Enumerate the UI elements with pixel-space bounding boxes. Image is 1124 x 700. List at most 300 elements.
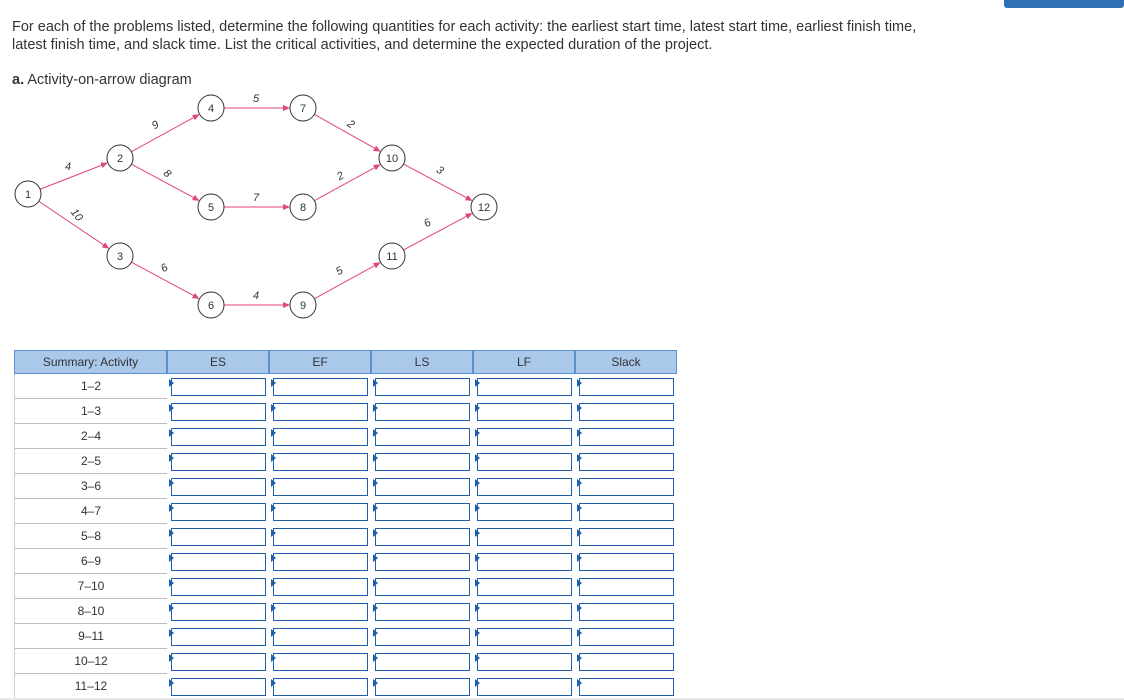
- input-marker-icon: [169, 454, 174, 462]
- ls-input-wrapper: [372, 628, 472, 646]
- lf-cell: [473, 424, 575, 449]
- ef-input[interactable]: [273, 503, 368, 521]
- es-cell: [167, 649, 269, 674]
- ef-cell: [269, 599, 371, 624]
- ls-input-wrapper: [372, 578, 472, 596]
- ls-cell: [371, 374, 473, 399]
- input-marker-icon: [169, 429, 174, 437]
- input-marker-icon: [373, 454, 378, 462]
- ef-input[interactable]: [273, 653, 368, 671]
- duration-label-1-3: 10: [67, 206, 85, 224]
- slack-input-wrapper: [576, 503, 676, 521]
- ls-cell: [371, 524, 473, 549]
- input-marker-icon: [475, 404, 480, 412]
- table-row: [14, 549, 677, 574]
- duration-label-6-9: 4: [252, 290, 260, 302]
- activity-cell: 1–3: [14, 399, 167, 424]
- activity-cell: 2–4: [14, 424, 167, 449]
- ls-cell: [371, 499, 473, 524]
- header-ef: EF: [269, 350, 371, 374]
- slack-input-wrapper: [576, 453, 676, 471]
- input-marker-icon: [373, 679, 378, 687]
- table-row: [14, 374, 677, 399]
- lf-input[interactable]: [477, 528, 572, 546]
- input-marker-icon: [271, 654, 276, 662]
- lf-input-wrapper: [474, 453, 574, 471]
- node-12: [471, 194, 497, 220]
- node-label-7: 7: [299, 103, 307, 115]
- ef-input-wrapper: [270, 553, 370, 571]
- lf-cell: [473, 599, 575, 624]
- ls-cell: [371, 599, 473, 624]
- duration-label-2-4: 9: [149, 118, 162, 133]
- activity-cell: 10–12: [14, 649, 167, 674]
- ls-cell: [371, 674, 473, 699]
- input-marker-icon: [475, 504, 480, 512]
- activity-cell: 2–5: [14, 449, 167, 474]
- duration-label-1-2: 4: [64, 161, 72, 173]
- es-input[interactable]: [171, 578, 266, 596]
- arrow-9-11: [314, 263, 379, 299]
- lf-input[interactable]: [477, 678, 572, 696]
- activity-cell: 4–7: [14, 499, 167, 524]
- ls-input[interactable]: [375, 428, 470, 446]
- es-input-wrapper: [168, 528, 268, 546]
- slack-input[interactable]: [579, 503, 674, 521]
- node-label-1: 1: [24, 189, 32, 201]
- input-marker-icon: [373, 404, 378, 412]
- input-marker-icon: [577, 429, 582, 437]
- node-label-2: 2: [116, 153, 124, 165]
- arrow-7-10: [314, 114, 379, 151]
- es-cell: [167, 399, 269, 424]
- input-marker-icon: [373, 579, 378, 587]
- activity-cell: 1–2: [14, 374, 167, 399]
- lf-cell: [473, 674, 575, 699]
- es-cell: [167, 549, 269, 574]
- input-marker-icon: [169, 554, 174, 562]
- input-marker-icon: [475, 479, 480, 487]
- input-marker-icon: [475, 429, 480, 437]
- input-marker-icon: [475, 554, 480, 562]
- es-input-wrapper: [168, 453, 268, 471]
- ef-input-wrapper: [270, 478, 370, 496]
- ls-input-wrapper: [372, 453, 472, 471]
- lf-input[interactable]: [477, 578, 572, 596]
- input-marker-icon: [373, 379, 378, 387]
- arrow-2-4: [131, 115, 198, 152]
- slack-input-wrapper: [576, 478, 676, 496]
- activity-cell: 11–12: [14, 674, 167, 699]
- ls-cell: [371, 474, 473, 499]
- node-3: [107, 243, 133, 269]
- ls-input[interactable]: [375, 503, 470, 521]
- ef-cell: [269, 574, 371, 599]
- lf-input[interactable]: [477, 403, 572, 421]
- input-marker-icon: [577, 529, 582, 537]
- ef-input[interactable]: [273, 528, 368, 546]
- ef-input-wrapper: [270, 503, 370, 521]
- ls-cell: [371, 574, 473, 599]
- node-2: [107, 145, 133, 171]
- slack-input-wrapper: [576, 528, 676, 546]
- part-title: Activity-on-arrow diagram: [27, 72, 192, 88]
- ef-input[interactable]: [273, 628, 368, 646]
- slack-cell: [575, 624, 677, 649]
- duration-label-4-7: 5: [252, 93, 260, 105]
- activity-on-arrow-diagram: [0, 0, 520, 340]
- input-marker-icon: [271, 504, 276, 512]
- input-marker-icon: [475, 379, 480, 387]
- ef-input-wrapper: [270, 403, 370, 421]
- input-marker-icon: [577, 454, 582, 462]
- ef-cell: [269, 374, 371, 399]
- lf-input-wrapper: [474, 603, 574, 621]
- lf-cell: [473, 374, 575, 399]
- lf-cell: [473, 399, 575, 424]
- ls-input[interactable]: [375, 603, 470, 621]
- ef-input[interactable]: [273, 553, 368, 571]
- input-marker-icon: [271, 404, 276, 412]
- input-marker-icon: [373, 554, 378, 562]
- slack-input[interactable]: [579, 403, 674, 421]
- es-input[interactable]: [171, 603, 266, 621]
- ef-cell: [269, 499, 371, 524]
- lf-input[interactable]: [477, 553, 572, 571]
- slack-input[interactable]: [579, 653, 674, 671]
- node-10: [379, 145, 405, 171]
- slack-input[interactable]: [579, 453, 674, 471]
- input-marker-icon: [169, 579, 174, 587]
- es-cell: [167, 474, 269, 499]
- input-marker-icon: [169, 629, 174, 637]
- header-es: ES: [167, 350, 269, 374]
- ls-input[interactable]: [375, 678, 470, 696]
- ls-input[interactable]: [375, 553, 470, 571]
- ls-input-wrapper: [372, 503, 472, 521]
- slack-cell: [575, 574, 677, 599]
- es-input[interactable]: [171, 378, 266, 396]
- lf-input-wrapper: [474, 628, 574, 646]
- node-7: [290, 95, 316, 121]
- lf-cell: [473, 649, 575, 674]
- lf-cell: [473, 624, 575, 649]
- ls-input[interactable]: [375, 628, 470, 646]
- activity-cell: 6–9: [14, 549, 167, 574]
- table-row: [14, 624, 677, 649]
- input-marker-icon: [271, 579, 276, 587]
- lf-input[interactable]: [477, 478, 572, 496]
- node-label-5: 5: [207, 202, 215, 214]
- es-cell: [167, 424, 269, 449]
- ef-input-wrapper: [270, 578, 370, 596]
- slack-cell: [575, 449, 677, 474]
- ls-input-wrapper: [372, 478, 472, 496]
- slack-input-wrapper: [576, 603, 676, 621]
- slack-input-wrapper: [576, 578, 676, 596]
- input-marker-icon: [475, 604, 480, 612]
- input-marker-icon: [271, 429, 276, 437]
- top-action-button[interactable]: [1004, 0, 1124, 8]
- ls-cell: [371, 624, 473, 649]
- duration-label-3-6: 6: [158, 261, 171, 276]
- ef-cell: [269, 399, 371, 424]
- es-input[interactable]: [171, 678, 266, 696]
- es-input-wrapper: [168, 628, 268, 646]
- ef-input[interactable]: [273, 403, 368, 421]
- header-activity: Summary: Activity: [14, 350, 167, 374]
- ls-input[interactable]: [375, 653, 470, 671]
- node-1: [15, 181, 41, 207]
- slack-input[interactable]: [579, 528, 674, 546]
- input-marker-icon: [169, 504, 174, 512]
- ef-cell: [269, 424, 371, 449]
- slack-cell: [575, 524, 677, 549]
- ef-cell: [269, 524, 371, 549]
- ef-cell: [269, 674, 371, 699]
- ef-input-wrapper: [270, 528, 370, 546]
- lf-input[interactable]: [477, 628, 572, 646]
- es-input[interactable]: [171, 628, 266, 646]
- ls-input-wrapper: [372, 678, 472, 696]
- ef-input-wrapper: [270, 603, 370, 621]
- input-marker-icon: [169, 404, 174, 412]
- input-marker-icon: [169, 479, 174, 487]
- duration-label-11-12: 6: [421, 216, 434, 231]
- slack-cell: [575, 649, 677, 674]
- slack-input[interactable]: [579, 678, 674, 696]
- node-label-12: 12: [477, 202, 491, 214]
- node-label-10: 10: [385, 153, 399, 165]
- input-marker-icon: [271, 679, 276, 687]
- slack-cell: [575, 599, 677, 624]
- input-marker-icon: [169, 529, 174, 537]
- slack-cell: [575, 399, 677, 424]
- ls-cell: [371, 549, 473, 574]
- arrow-2-5: [131, 164, 198, 200]
- es-cell: [167, 449, 269, 474]
- activity-cell: 7–10: [14, 574, 167, 599]
- ls-input[interactable]: [375, 578, 470, 596]
- ef-input[interactable]: [273, 603, 368, 621]
- es-input-wrapper: [168, 378, 268, 396]
- slack-input[interactable]: [579, 553, 674, 571]
- ef-cell: [269, 549, 371, 574]
- table-row: [14, 649, 677, 674]
- input-marker-icon: [373, 504, 378, 512]
- es-cell: [167, 574, 269, 599]
- es-input[interactable]: [171, 528, 266, 546]
- duration-label-9-11: 5: [333, 264, 346, 279]
- es-cell: [167, 374, 269, 399]
- input-marker-icon: [577, 679, 582, 687]
- lf-input-wrapper: [474, 503, 574, 521]
- lf-input[interactable]: [477, 503, 572, 521]
- input-marker-icon: [373, 604, 378, 612]
- es-input-wrapper: [168, 428, 268, 446]
- table-row: [14, 449, 677, 474]
- es-input[interactable]: [171, 403, 266, 421]
- es-input-wrapper: [168, 653, 268, 671]
- lf-cell: [473, 524, 575, 549]
- header-ls: LS: [371, 350, 473, 374]
- input-marker-icon: [577, 604, 582, 612]
- slack-input[interactable]: [579, 378, 674, 396]
- lf-cell: [473, 474, 575, 499]
- es-cell: [167, 524, 269, 549]
- node-label-6: 6: [207, 300, 215, 312]
- input-marker-icon: [271, 379, 276, 387]
- slack-input-wrapper: [576, 428, 676, 446]
- duration-label-8-10: 2: [334, 169, 347, 184]
- arrow-1-2: [40, 163, 107, 189]
- ef-input-wrapper: [270, 628, 370, 646]
- slack-input[interactable]: [579, 428, 674, 446]
- table-row: [14, 474, 677, 499]
- es-input[interactable]: [171, 428, 266, 446]
- es-input-wrapper: [168, 553, 268, 571]
- input-marker-icon: [373, 654, 378, 662]
- ls-input[interactable]: [375, 403, 470, 421]
- ef-input[interactable]: [273, 453, 368, 471]
- ls-cell: [371, 649, 473, 674]
- ef-input[interactable]: [273, 578, 368, 596]
- lf-cell: [473, 574, 575, 599]
- ls-input[interactable]: [375, 378, 470, 396]
- input-marker-icon: [475, 529, 480, 537]
- arrow-8-10: [314, 165, 379, 201]
- slack-input[interactable]: [579, 478, 674, 496]
- ef-input-wrapper: [270, 678, 370, 696]
- es-cell: [167, 624, 269, 649]
- slack-cell: [575, 374, 677, 399]
- slack-input[interactable]: [579, 603, 674, 621]
- ef-cell: [269, 649, 371, 674]
- ls-input-wrapper: [372, 603, 472, 621]
- ef-input-wrapper: [270, 453, 370, 471]
- lf-input[interactable]: [477, 453, 572, 471]
- lf-input[interactable]: [477, 653, 572, 671]
- slack-input-wrapper: [576, 553, 676, 571]
- input-marker-icon: [169, 679, 174, 687]
- ls-input[interactable]: [375, 478, 470, 496]
- lf-input-wrapper: [474, 653, 574, 671]
- input-marker-icon: [577, 629, 582, 637]
- lf-input-wrapper: [474, 428, 574, 446]
- ls-cell: [371, 399, 473, 424]
- ef-cell: [269, 449, 371, 474]
- table-row: [14, 499, 677, 524]
- input-marker-icon: [271, 554, 276, 562]
- activity-cell: 3–6: [14, 474, 167, 499]
- slack-input-wrapper: [576, 628, 676, 646]
- input-marker-icon: [577, 479, 582, 487]
- ls-input-wrapper: [372, 378, 472, 396]
- es-input-wrapper: [168, 503, 268, 521]
- slack-cell: [575, 499, 677, 524]
- arrow-1-3: [39, 201, 109, 248]
- node-label-9: 9: [299, 300, 307, 312]
- duration-label-2-5: 8: [160, 167, 174, 181]
- es-input-wrapper: [168, 403, 268, 421]
- slack-input[interactable]: [579, 578, 674, 596]
- arrows-layer: [39, 93, 472, 305]
- ef-cell: [269, 474, 371, 499]
- ef-input[interactable]: [273, 378, 368, 396]
- input-marker-icon: [577, 504, 582, 512]
- es-input[interactable]: [171, 653, 266, 671]
- activity-cell: 9–11: [14, 624, 167, 649]
- input-marker-icon: [577, 554, 582, 562]
- es-input-wrapper: [168, 578, 268, 596]
- ef-input[interactable]: [273, 678, 368, 696]
- input-marker-icon: [475, 654, 480, 662]
- table-row: [14, 674, 677, 699]
- ls-cell: [371, 424, 473, 449]
- slack-input[interactable]: [579, 628, 674, 646]
- es-input[interactable]: [171, 478, 266, 496]
- input-marker-icon: [373, 629, 378, 637]
- header-lf: LF: [473, 350, 575, 374]
- ls-input-wrapper: [372, 653, 472, 671]
- ef-input[interactable]: [273, 428, 368, 446]
- input-marker-icon: [373, 479, 378, 487]
- slack-cell: [575, 549, 677, 574]
- ls-input[interactable]: [375, 453, 470, 471]
- ef-input[interactable]: [273, 478, 368, 496]
- table-row: [14, 599, 677, 624]
- part-letter: a.: [12, 72, 25, 88]
- input-marker-icon: [271, 529, 276, 537]
- input-marker-icon: [577, 654, 582, 662]
- es-cell: [167, 674, 269, 699]
- slack-input-wrapper: [576, 653, 676, 671]
- input-marker-icon: [475, 454, 480, 462]
- activity-cell: 8–10: [14, 599, 167, 624]
- input-marker-icon: [271, 629, 276, 637]
- node-4: [198, 95, 224, 121]
- ls-input-wrapper: [372, 553, 472, 571]
- es-input[interactable]: [171, 453, 266, 471]
- lf-input-wrapper: [474, 553, 574, 571]
- ls-input[interactable]: [375, 528, 470, 546]
- ls-input-wrapper: [372, 403, 472, 421]
- table-body: [14, 374, 677, 699]
- table-row: [14, 399, 677, 424]
- input-marker-icon: [169, 604, 174, 612]
- input-marker-icon: [475, 579, 480, 587]
- slack-input-wrapper: [576, 378, 676, 396]
- header-slack: Slack: [575, 350, 677, 374]
- lf-input[interactable]: [477, 378, 572, 396]
- slack-input-wrapper: [576, 403, 676, 421]
- input-marker-icon: [475, 679, 480, 687]
- es-input[interactable]: [171, 503, 266, 521]
- lf-cell: [473, 499, 575, 524]
- lf-input[interactable]: [477, 603, 572, 621]
- node-label-4: 4: [207, 103, 215, 115]
- lf-cell: [473, 449, 575, 474]
- table-row: [14, 574, 677, 599]
- input-marker-icon: [373, 429, 378, 437]
- es-input[interactable]: [171, 553, 266, 571]
- activity-cell: 5–8: [14, 524, 167, 549]
- node-11: [379, 243, 405, 269]
- problem-prompt: For each of the problems listed, determine the following quantities for each activity: the earliest start time, latest start time, earliest finish time, latest finish time, and slack time. List the critical activities, and determine the expected duration of the project.: [12, 19, 917, 53]
- lf-input-wrapper: [474, 478, 574, 496]
- arrow-11-12: [403, 214, 471, 250]
- lf-input[interactable]: [477, 428, 572, 446]
